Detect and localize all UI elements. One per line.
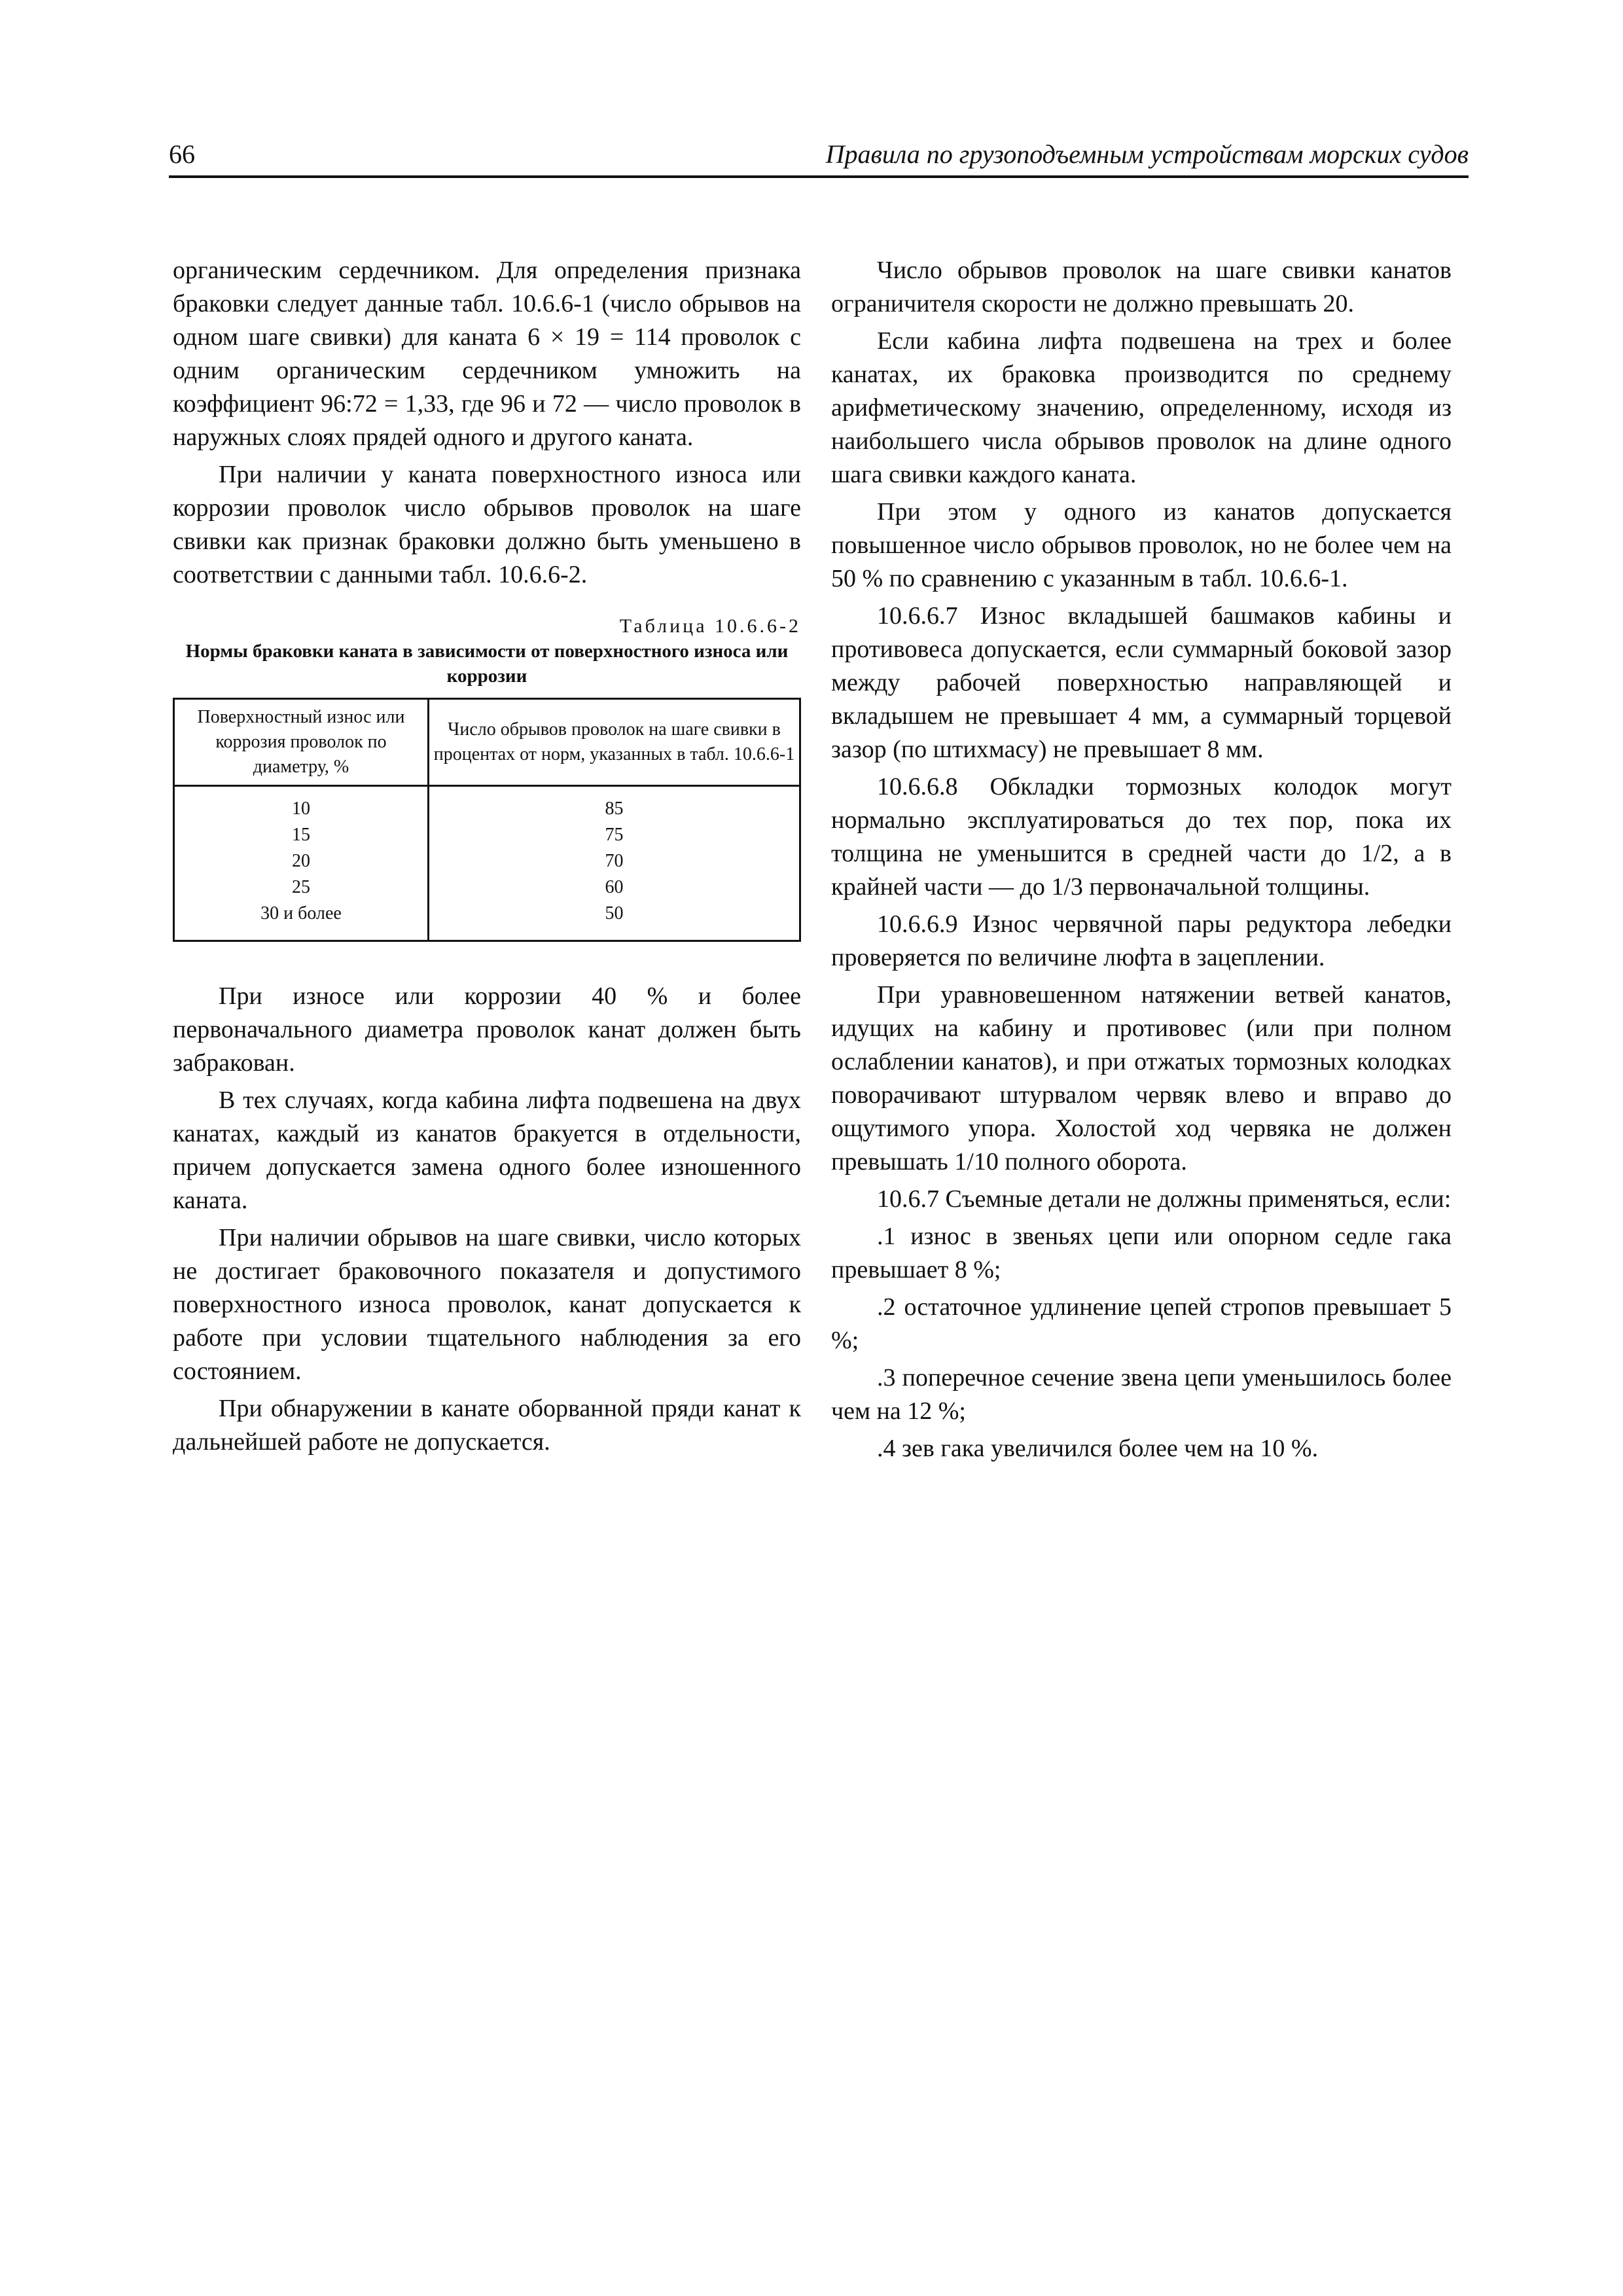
- paragraph: При этом у одного из канатов допускается повышенное число обрывов проволок, но не более чем на 50 % по сравнению с указанным в табл. 10.6.6-1.: [831, 498, 1452, 592]
- table-row: [174, 848, 800, 874]
- table-cell-wear: 25: [174, 874, 429, 901]
- paragraph: Число обрывов проволок на шаге свивки канатов ограничителя скорости не должно превышать 20.: [831, 257, 1452, 317]
- list-item: .2 остаточное удлинение цепей стропов превышает 5 %;: [831, 1293, 1452, 1354]
- wear-table-block: [173, 614, 801, 942]
- table-row: [174, 874, 800, 901]
- paragraph: При наличии обрывов на шаге свивки, число которых не достигает браковочного показателя и допустимого поверхностного износа проволок, канат допускается к работе при условии тщательного наблюдения за его состоянием.: [173, 1224, 801, 1385]
- table-cell-breaks: 85: [429, 786, 800, 823]
- running-title: Правила по грузоподъемным устройствам морских судов: [825, 139, 1469, 169]
- table-title: Нормы браковки каната в зависимости от поверхностного износа или коррозии: [185, 641, 789, 687]
- table-cell-wear: 10: [174, 786, 429, 823]
- wear-table: [173, 698, 801, 942]
- section-10-6-6-9: 10.6.6.9 Износ червячной пары редуктора лебедки проверяется по величине люфта в зацеплении.: [831, 910, 1452, 971]
- paragraph: органическим сердечником. Для определения признака браковки следует данные табл. 10.6.6-1 (число обрывов на одном шаге свивки) для каната 6 × 19 = 114 проволок с одним органическим сердечником умножить на коэффициент 96:72 = 1,33, где 96 и 72 — число проволок в наружных слоях прядей одного и другого каната.: [173, 257, 801, 451]
- table-row: [174, 786, 800, 823]
- paragraph: При износе или коррозии 40 % и более первоначального диаметра проволок канат должен быть забракован.: [173, 982, 801, 1077]
- table-row: [174, 822, 800, 848]
- table-number: Таблица 10.6.6-2: [619, 615, 801, 637]
- header-rule: [169, 175, 1469, 178]
- paragraph: Если кабина лифта подвешена на трех и более канатах, их браковка производится по среднему арифметическому значению, определенному, исходя из наибольшего числа обрывов проволок на длине одного шага свивки каждого каната.: [831, 327, 1452, 488]
- paragraph: При наличии у каната поверхностного износа или коррозии проволок число обрывов проволок на шаге свивки как признак браковки должно быть уменьшено в соответствии с данными табл. 10.6.6-2.: [173, 461, 801, 588]
- paragraph: При обнаружении в канате оборванной пряди канат к дальнейшей работе не допускается.: [173, 1395, 801, 1456]
- table-row: [174, 901, 800, 941]
- table-cell-wear: 20: [174, 848, 429, 874]
- list-item: .3 поперечное сечение звена цепи уменьшилось более чем на 12 %;: [831, 1364, 1452, 1425]
- table-cell-wear: 30 и более: [174, 901, 429, 941]
- table-cell-wear: 15: [174, 822, 429, 848]
- list-item: .1 износ в звеньях цепи или опорном седле гака превышает 8 %;: [831, 1223, 1452, 1283]
- section-10-6-6-7: 10.6.6.7 Износ вкладышей башмаков кабины и противовеса допускается, если суммарный боковой зазор между рабочей поверхностью направляющей и вкладышем не превышает 4 мм, а суммарный торцевой зазор (по штихмасу) не превышает 8 мм.: [831, 602, 1452, 763]
- table-cell-breaks: 70: [429, 848, 800, 874]
- paragraph: В тех случаях, когда кабина лифта подвешена на двух канатах, каждый из канатов бракуется в отдельности, причем допускается замена одного более изношенного каната.: [173, 1086, 801, 1214]
- list-item: .4 зев гака увеличился более чем на 10 %.: [877, 1435, 1319, 1462]
- table-cell-breaks: 60: [429, 874, 800, 901]
- paragraph: При уравновешенном натяжении ветвей канатов, идущих на кабину и противовес (или при полном ослаблении канатов), и при отжатых тормозных колодках поворачивают штурвалом червяк влево и вправо до ощутимого упора. Холостой ход червяка не должен превышать 1/10 полного оборота.: [831, 981, 1452, 1175]
- page-number: 66: [169, 139, 195, 169]
- table-header-wear: Поверхностный износ или коррозия проволок по диаметру, %: [174, 699, 429, 786]
- table-cell-breaks: 75: [429, 822, 800, 848]
- section-10-6-7: 10.6.7 Съемные детали не должны применяться, если:: [877, 1185, 1452, 1213]
- table-cell-breaks: 50: [429, 901, 800, 941]
- section-10-6-6-8: 10.6.6.8 Обкладки тормозных колодок могут нормально эксплуатироваться до тех пор, пока их толщина не уменьшится в средней части до 1/2, а в крайней части — до 1/3 первоначальной толщины.: [831, 773, 1452, 901]
- table-header-breaks: Число обрывов проволок на шаге свивки в процентах от норм, указанных в табл. 10.6.6-1: [429, 699, 800, 786]
- right-column: [831, 254, 1452, 1465]
- left-column: [173, 254, 801, 1459]
